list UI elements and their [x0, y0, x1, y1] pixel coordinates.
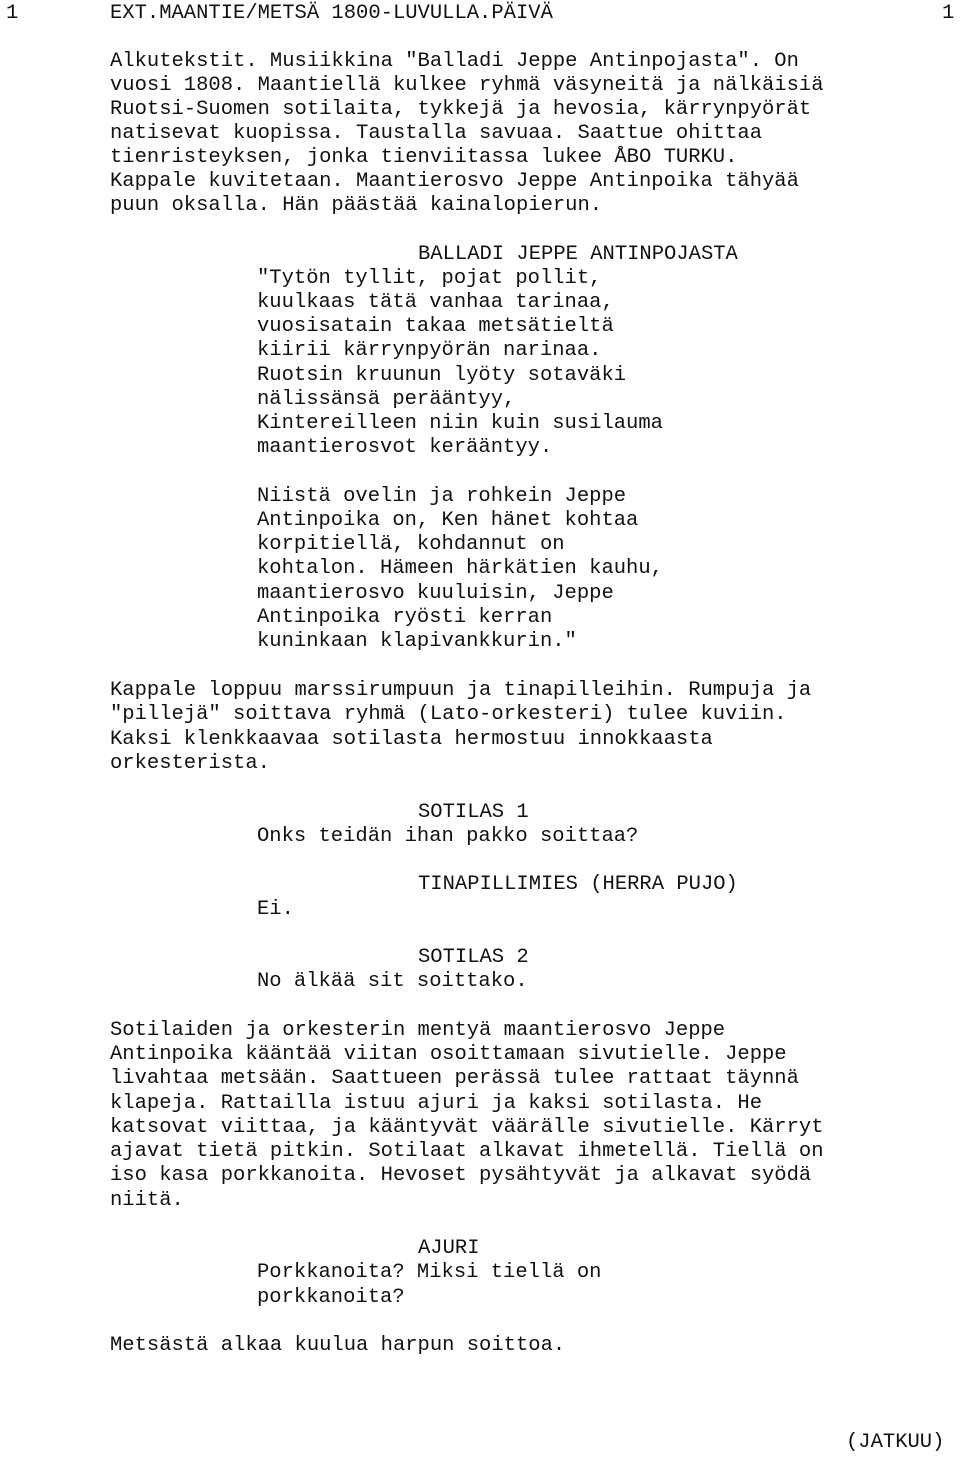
action-line: vuosi 1808. Maantiellä kulkee ryhmä väsyneitä ja nälkäisiä: [110, 74, 824, 97]
dialogue-line: Porkkanoita? Miksi tiellä on: [257, 1261, 602, 1284]
dialogue-line: Niistä ovelin ja rohkein Jeppe: [257, 485, 627, 508]
action-line: "pillejä" soittava ryhmä (Lato-orkesteri) tulee kuviin.: [110, 703, 787, 726]
action-line: klapeja. Rattailla istuu ajuri ja kaksi sotilasta. He: [110, 1092, 763, 1115]
dialogue-line: kuninkaan klapivankkurin.": [257, 630, 577, 653]
action-line: niitä.: [110, 1189, 184, 1212]
dialogue-line: kohtalon. Hämeen härkätien kauhu,: [257, 557, 663, 580]
continued-marker: (JATKUU): [846, 1431, 945, 1454]
character-cue: TINAPILLIMIES (HERRA PUJO): [418, 873, 738, 896]
action-line: katsovat viittaa, ja kääntyvät väärälle sivutielle. Kärryt: [110, 1116, 824, 1139]
scene-number-left: 1: [6, 2, 19, 25]
action-line: Metsästä alkaa kuulua harpun soittoa.: [110, 1334, 566, 1357]
dialogue-line: porkkanoita?: [257, 1286, 405, 1309]
scene-heading: EXT.MAANTIE/METSÄ 1800-LUVULLA.PÄIVÄ: [110, 2, 553, 25]
dialogue-line: korpitiellä, kohdannut on: [257, 533, 565, 556]
dialogue-line: Antinpoika on, Ken hänet kohtaa: [257, 509, 639, 532]
dialogue-line: kiirii kärrynpyörän narinaa.: [257, 339, 602, 362]
action-line: puun oksalla. Hän päästää kainalopierun.: [110, 194, 603, 217]
character-cue: AJURI: [418, 1237, 480, 1260]
scene-number-right: 1: [942, 2, 955, 25]
dialogue-line: Ruotsin kruunun lyöty sotaväki: [257, 364, 627, 387]
dialogue-line: Ei.: [257, 898, 294, 921]
action-line: tienristeyksen, jonka tienviitassa lukee ÅBO TURKU.: [110, 146, 738, 169]
character-cue: SOTILAS 2: [418, 946, 529, 969]
dialogue-line: kuulkaas tätä vanhaa tarinaa,: [257, 291, 614, 314]
dialogue-line: maantierosvo kuuluisin, Jeppe: [257, 582, 614, 605]
dialogue-line: maantierosvot kerääntyy.: [257, 436, 553, 459]
action-line: ajavat tietä pitkin. Sotilaat alkavat ihmetellä. Tiellä on: [110, 1140, 824, 1163]
character-cue: SOTILAS 1: [418, 801, 529, 824]
action-line: Sotilaiden ja orkesterin mentyä maantierosvo Jeppe: [110, 1019, 726, 1042]
action-line: iso kasa porkkanoita. Hevoset pysähtyvät ja alkavat syödä: [110, 1164, 812, 1187]
dialogue-line: nälissänsä perääntyy,: [257, 388, 516, 411]
action-line: livahtaa metsään. Saattueen perässä tulee rattaat täynnä: [110, 1067, 799, 1090]
dialogue-line: Kintereilleen niin kuin susilauma: [257, 412, 663, 435]
action-line: Ruotsi-Suomen sotilaita, tykkejä ja hevosia, kärrynpyörät: [110, 98, 812, 121]
action-line: natisevat kuopissa. Taustalla savuaa. Saattue ohittaa: [110, 122, 763, 145]
action-line: Alkutekstit. Musiikkina "Balladi Jeppe Antinpojasta". On: [110, 50, 799, 73]
dialogue-line: vuosisatain takaa metsätieltä: [257, 315, 614, 338]
action-line: orkesterista.: [110, 752, 270, 775]
dialogue-line: "Tytön tyllit, pojat pollit,: [257, 267, 602, 290]
dialogue-line: No älkää sit soittako.: [257, 970, 528, 993]
action-line: Kappale loppuu marssirumpuun ja tinapilleihin. Rumpuja ja: [110, 679, 812, 702]
dialogue-line: Onks teidän ihan pakko soittaa?: [257, 825, 639, 848]
action-line: Kappale kuvitetaan. Maantierosvo Jeppe Antinpoika tähyää: [110, 170, 799, 193]
dialogue-line: Antinpoika ryösti kerran: [257, 606, 553, 629]
action-line: Antinpoika kääntää viitan osoittamaan sivutielle. Jeppe: [110, 1043, 787, 1066]
action-line: Kaksi klenkkaavaa sotilasta hermostuu innokkaasta: [110, 728, 713, 751]
character-cue: BALLADI JEPPE ANTINPOJASTA: [418, 243, 738, 266]
